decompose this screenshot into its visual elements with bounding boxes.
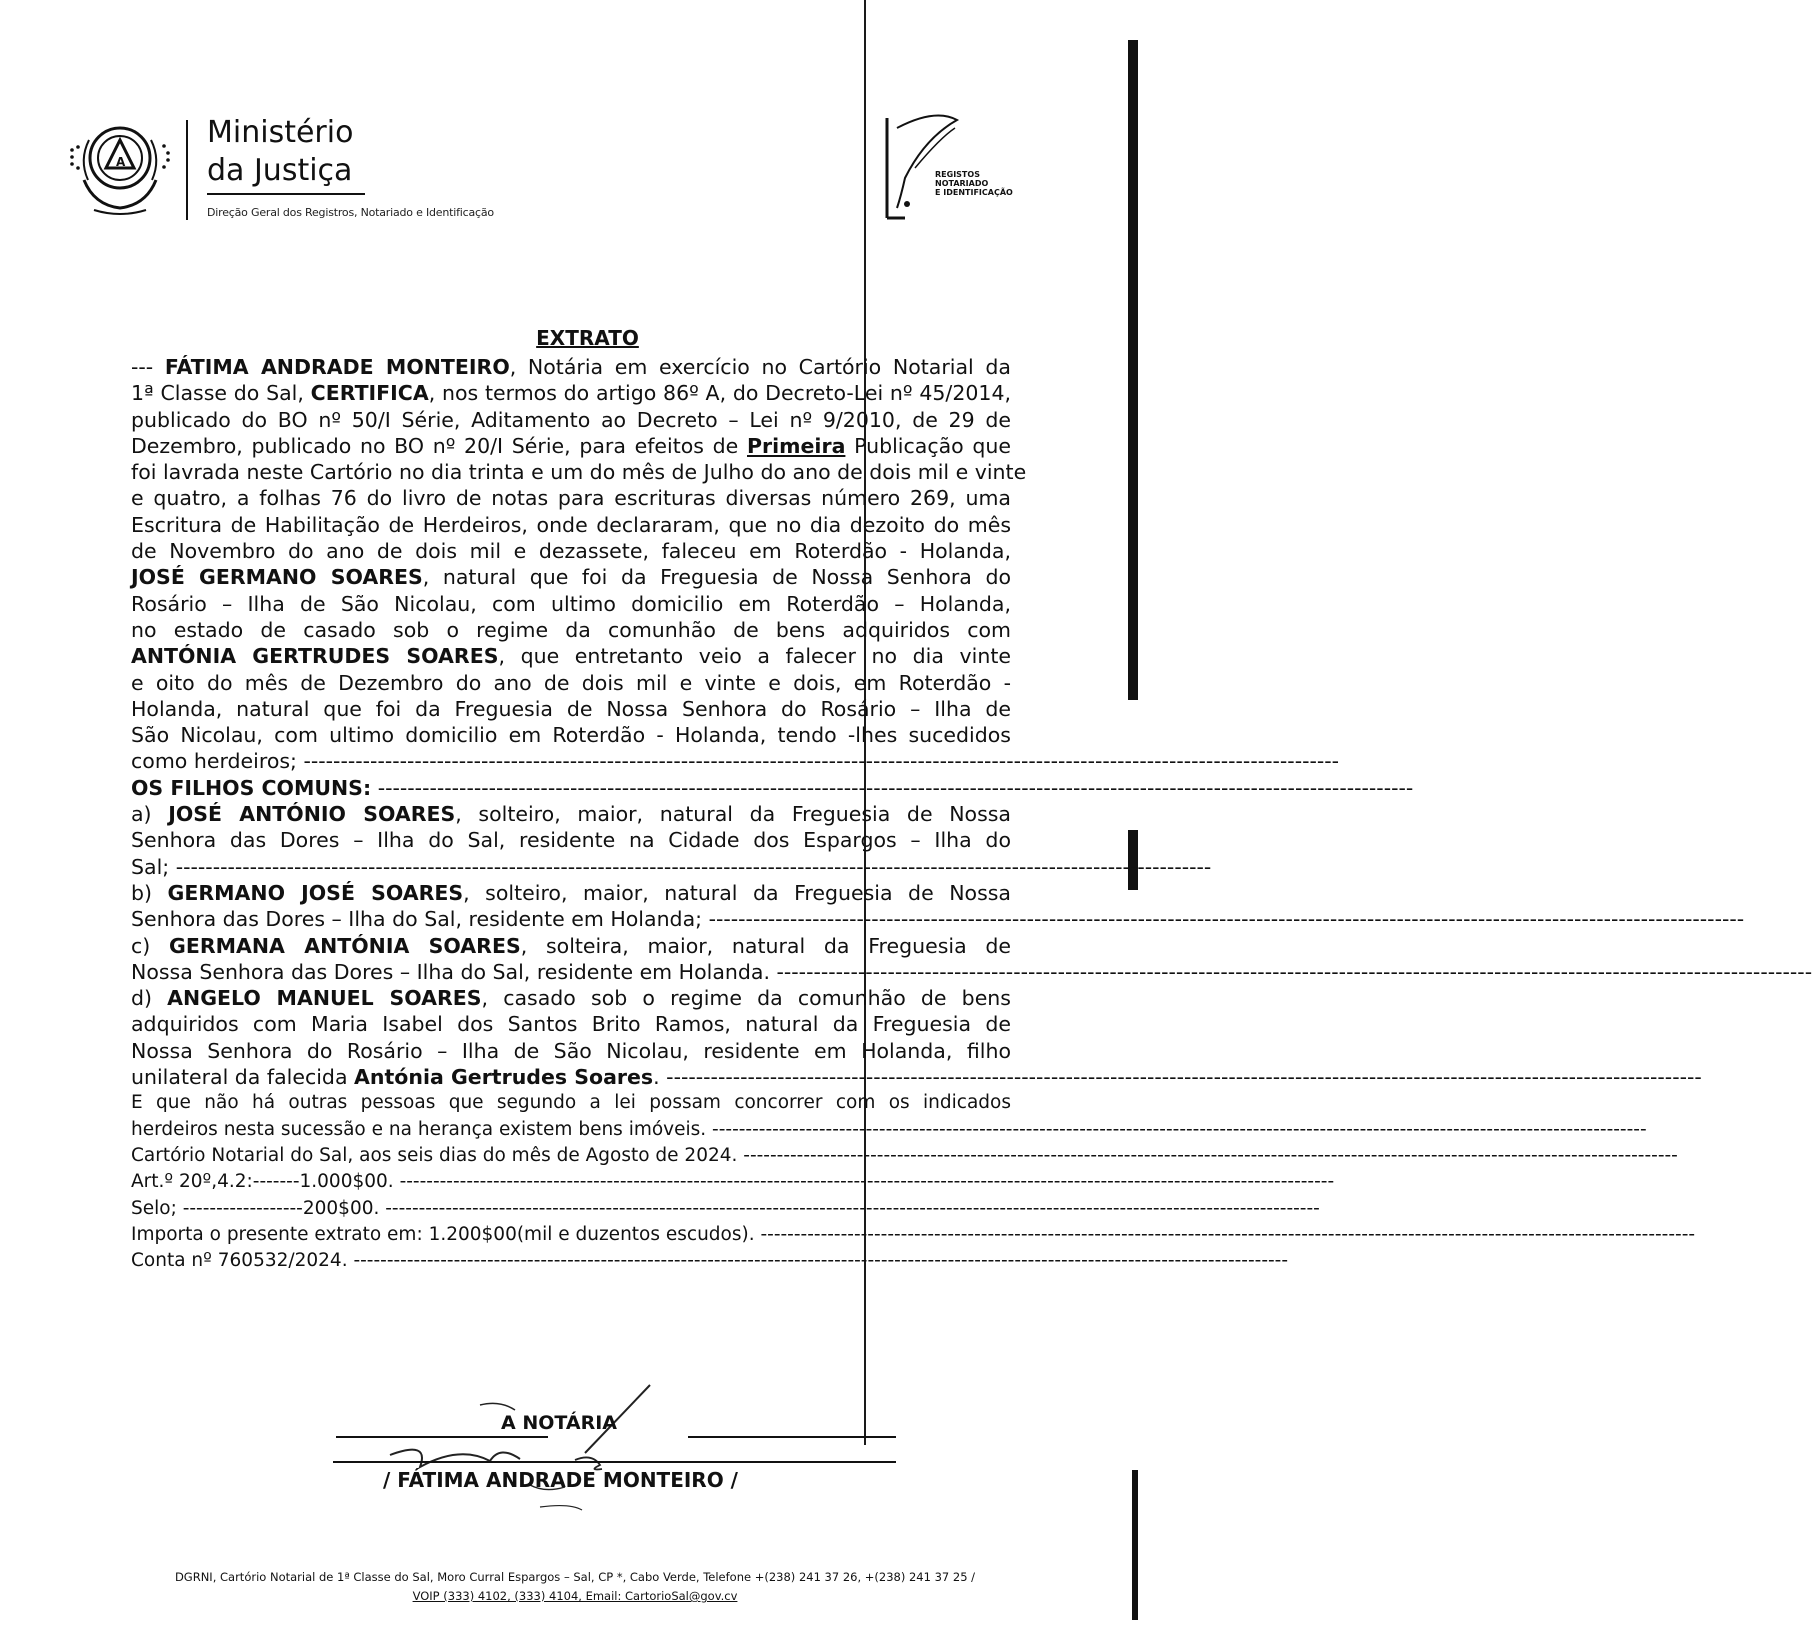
text-segment: c) [131, 933, 169, 958]
document-line [131, 643, 1011, 669]
ministry-underline [207, 193, 365, 195]
bold-text: CERTIFICA [310, 381, 429, 406]
text-segment: , natural que foi da Freguesia de Nossa Senhora do [422, 565, 1012, 590]
text-segment: Holanda, natural que foi da Freguesia de Nossa Senhora do Rosário – Ilha de [131, 696, 1011, 721]
dash-leader: -------------------------------------------------------------------------------------------------------------------------------------------- [743, 1144, 1678, 1166]
dash-leader: -------------------------------------------------------------------------------------------------------------------------------------------- [385, 1197, 1320, 1219]
text-segment: e oito do mês de Dezembro do ano de dois mil e vinte e dois, em Roterdão - [131, 670, 1011, 695]
document-line [131, 1196, 1320, 1222]
document-line [131, 696, 1011, 722]
document-line [131, 670, 1011, 696]
text-segment: --- [131, 355, 165, 379]
text-segment: São Nicolau, com ultimo domicilio em Roterdão - Holanda, tendo -lhes sucedidos [131, 723, 1011, 748]
text-segment: Escritura de Habilitação de Herdeiros, onde declararam, que no dia dezoito do mês [131, 512, 1011, 537]
text-segment: b) [131, 880, 168, 905]
document-line [131, 1011, 1011, 1037]
document-line [131, 801, 1011, 827]
document-line [131, 1169, 1335, 1195]
signature-line [688, 1436, 896, 1438]
document-line [131, 538, 1011, 564]
document-line [131, 748, 1340, 774]
text-segment: como herdeiros; [131, 749, 304, 774]
bold-text: JOSÉ GERMANO SOARES [131, 565, 423, 590]
text-segment: Rosário – Ilha de São Nicolau, com ultimo domicilio em Roterdão – Holanda, [131, 591, 1011, 616]
dash-leader: -------------------------------------------------------------------------------------------------------------------------------------------- [175, 854, 1212, 879]
document-line [131, 1143, 1678, 1169]
bold-text: OS FILHOS COMUNS: [131, 775, 372, 800]
document-line [131, 775, 1414, 801]
bold-text: ANGELO MANUEL SOARES [167, 986, 482, 1011]
text-segment: d) [131, 986, 168, 1011]
document-line [131, 407, 1011, 433]
document-line [131, 933, 1011, 959]
signature-title: A NOTÁRIA [501, 1412, 617, 1434]
text-segment: , Notária em exercício no Cartório Notarial da [509, 355, 1011, 379]
text-segment: , solteira, maior, natural da Freguesia de [520, 933, 1011, 958]
text-segment: , solteiro, maior, natural da Freguesia de Nossa [463, 880, 1011, 905]
text-segment: Nossa Senhora das Dores – Ilha do Sal, residente em Holanda. [131, 959, 777, 984]
document-line [131, 617, 1011, 643]
text-segment: Sal; [131, 854, 176, 879]
document-line [131, 354, 1011, 380]
bold-text: GERMANO JOSÉ SOARES [167, 880, 464, 905]
document-line [131, 959, 1812, 985]
rni-line3: E IDENTIFICAÇÃO [935, 188, 1013, 197]
bold-text: FÁTIMA ANDRADE MONTEIRO [164, 355, 510, 379]
document-line [131, 1222, 1696, 1248]
bold-text: JOSÉ ANTÓNIO SOARES [168, 802, 456, 827]
text-segment: Conta nº 760532/2024. [131, 1250, 354, 1272]
text-segment: . [653, 1065, 667, 1090]
text-segment: herdeiros nesta sucessão e na herança existem bens imóveis. [131, 1118, 713, 1140]
document-line [131, 564, 1011, 590]
text-segment: unilateral da falecida [131, 1065, 355, 1090]
document-line [131, 512, 1011, 538]
text-segment: E que não há outras pessoas que segundo a lei possam concorrer com os indicados [131, 1092, 1011, 1114]
ministry-divider [186, 120, 188, 220]
document-line [131, 1090, 1011, 1116]
text-segment: Dezembro, publicado no BO nº 20/I Série, para efeitos de [131, 433, 747, 458]
text-segment: adquiridos com Maria Isabel dos Santos Brito Ramos, natural da Freguesia de [131, 1012, 1011, 1037]
document-line [131, 722, 1011, 748]
ministry-title [207, 114, 353, 190]
document-line [131, 906, 1745, 932]
signature-line [336, 1436, 548, 1438]
dash-leader: -------------------------------------------------------------------------------------------------------------------------------------------- [377, 775, 1414, 800]
document-body [131, 354, 1812, 1274]
text-segment: 1ª Classe do Sal, [131, 381, 311, 406]
document-line [131, 485, 1011, 511]
document-line [131, 1064, 1702, 1090]
dash-leader: -------------------------------------------------------------------------------------------------------------------------------------------- [760, 1223, 1696, 1245]
text-segment: , casado sob o regime da comunhão de bens [481, 986, 1011, 1011]
text-segment: Publicação que [845, 433, 1012, 458]
registos-logo-text [935, 170, 1013, 197]
text-segment: Selo; ------------------200$00. [131, 1197, 386, 1219]
bold-text: Primeira [747, 433, 846, 458]
text-segment: publicado do BO nº 50/I Série, Aditamento ao Decreto – Lei nº 9/2010, de 29 de [131, 407, 1011, 432]
bold-text: GERMANA ANTÓNIA SOARES [169, 933, 521, 958]
text-segment: Cartório Notarial do Sal, aos seis dias do mês de Agosto de 2024. [131, 1144, 744, 1166]
document-line [131, 880, 1011, 906]
document-line [131, 1117, 1647, 1143]
dash-leader: -------------------------------------------------------------------------------------------------------------------------------------------- [353, 1250, 1289, 1272]
signature-name: / FÁTIMA ANDRADE MONTEIRO / [383, 1468, 738, 1492]
signature-line [333, 1461, 896, 1463]
dash-leader: -------------------------------------------------------------------------------------------------------------------------------------------- [666, 1065, 1702, 1090]
document-line [131, 433, 1011, 459]
footer-address: DGRNI, Cartório Notarial de 1ª Classe do Sal, Moro Curral Espargos – Sal, CP *, Cabo Verde, Telefone +(238) 241 37 26, +(238) 241 37 25 / [174, 1570, 976, 1584]
text-segment: de Novembro do ano de dois mil e dezassete, faleceu em Roterdão - Holanda, [131, 539, 1011, 564]
text-segment: Nossa Senhora do Rosário – Ilha de São Nicolau, residente em Holanda, filho [131, 1038, 1011, 1063]
handwritten-signature [330, 1375, 750, 1515]
bold-text: Antónia Gertrudes Soares [354, 1065, 654, 1090]
text-segment: Senhora das Dores – Ilha do Sal, residente na Cidade dos Espargos – Ilha do [131, 828, 1011, 853]
coat-of-arms-icon [64, 110, 176, 220]
document-footer [0, 1568, 1150, 1606]
text-segment: e quatro, a folhas 76 do livro de notas para escrituras diversas número 269, uma [131, 486, 1011, 511]
text-segment: , nos termos do artigo 86º A, do Decreto-Lei nº 45/2014, [428, 381, 1012, 406]
document-line [131, 380, 1011, 406]
text-segment: foi lavrada neste Cartório no dia trinta e um do mês de Julho do ano de dois mil e vinte [131, 460, 1027, 485]
dash-leader: -------------------------------------------------------------------------------------------------------------------------------------------- [712, 1118, 1647, 1140]
dash-leader: -------------------------------------------------------------------------------------------------------------------------------------------- [708, 907, 1745, 932]
dash-leader: -------------------------------------------------------------------------------------------------------------------------------------------- [303, 749, 1340, 774]
text-segment: Senhora das Dores – Ilha do Sal, residente em Holanda; [131, 907, 709, 932]
ministry-title-line1: Ministério [207, 115, 354, 150]
footer-contacts: VOIP (333) 4102, (333) 4104, Email: CartorioSal@gov.cv [412, 1589, 738, 1603]
document-line [131, 827, 1011, 853]
document-line [131, 1038, 1011, 1064]
text-segment: a) [131, 802, 169, 827]
text-segment: , que entretanto veio a falecer no dia vinte [498, 644, 1012, 669]
text-segment: Importa o presente extrato em: 1.200$00(mil e duzentos escudos). [131, 1223, 761, 1245]
scan-edge-mark [1128, 40, 1138, 700]
text-segment: Art.º 20º,4.2:-------1.000$00. [131, 1171, 400, 1193]
document-line [131, 985, 1011, 1011]
document-line [131, 854, 1212, 880]
svg-text:A: A [116, 155, 126, 169]
document-line [131, 1248, 1289, 1274]
ministry-subtitle: Direção Geral dos Registros, Notariado e Identificação [207, 206, 494, 219]
dash-leader: -------------------------------------------------------------------------------------------------------------------------------------------- [399, 1171, 1335, 1193]
dash-leader: -------------------------------------------------------------------------------------------------------------------------------------------- [776, 959, 1812, 984]
text-segment: no estado de casado sob o regime da comunhão de bens adquiridos com [131, 617, 1011, 642]
document-line [131, 591, 1011, 617]
ministry-title-line2: da Justiça [207, 153, 353, 188]
bold-text: ANTÓNIA GERTRUDES SOARES [131, 644, 499, 669]
rni-line2: NOTARIADO [935, 179, 989, 188]
rni-line1: REGISTOS [935, 170, 980, 179]
text-segment: , solteiro, maior, natural da Freguesia de Nossa [455, 802, 1011, 827]
registos-logo-icon [885, 108, 965, 228]
document-heading: EXTRATO [536, 326, 639, 350]
document-line [131, 459, 1027, 485]
